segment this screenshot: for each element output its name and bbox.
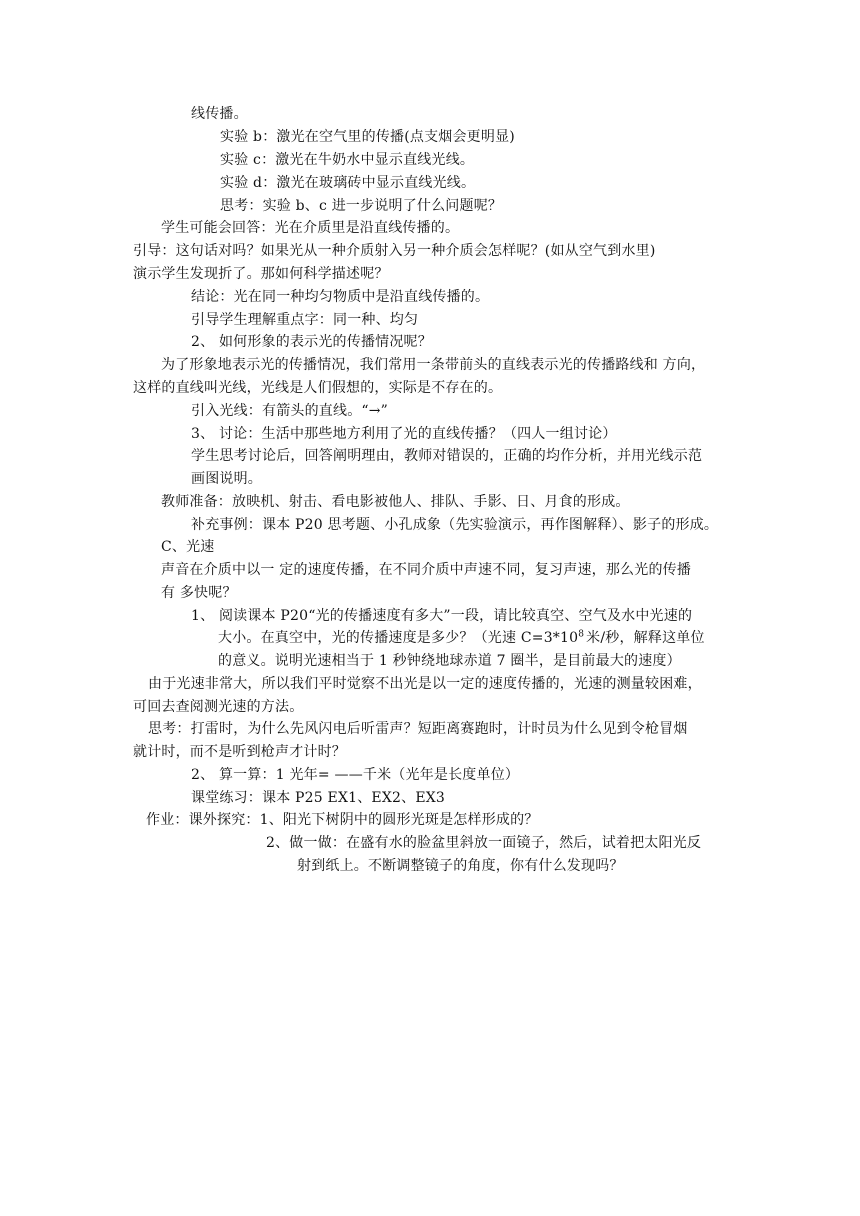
text-line: 可回去查阅测光速的方法。 — [133, 699, 304, 715]
text-line: 的意义。说明光速相当于 1 秒钟绕地球赤道 7 圈半，是目前最大的速度） — [218, 653, 681, 669]
text-line: 声音在介质中以一 定的速度传播，在不同介质中声速不同，复习声速，那么光的传播 — [161, 562, 692, 578]
text-line: 2、 如何形象的表示光的传播情况呢？ — [191, 334, 432, 350]
text-line: 2、做一做：在盛有水的脸盆里斜放一面镜子，然后，试着把太阳光反 — [266, 835, 702, 851]
text-line: 补充事例：课本 P20 思考题、小孔成象（先实验演示，再作图解释）、影子的形成。 — [191, 517, 719, 533]
text-segment: 大小。在真空中，光的传播速度是多少？（光速 C=3*10 — [218, 630, 579, 646]
text-line: 有 多快呢？ — [161, 585, 237, 601]
text-line: 课堂练习：课本 P25 EX1、EX2、EX3 — [191, 790, 446, 806]
text-line — [218, 628, 705, 648]
section-heading: C、光速 — [161, 539, 215, 555]
text-line: 作业：课外探究：1、阳光下树阴中的圆形光斑是怎样形成的？ — [146, 812, 539, 828]
text-line: 引导：这句话对吗？如果光从一种介质射入另一种介质会怎样呢？(如从空气到水里) — [133, 243, 656, 259]
text-line: 2、 算一算：1 光年= ——千米（光年是长度单位） — [191, 767, 520, 783]
text-line: 结论：光在同一种均匀物质中是沿直线传播的。 — [191, 289, 490, 305]
text-line: 线传播。 — [191, 106, 248, 122]
text-line: 学生可能会回答：光在介质里是沿直线传播的。 — [161, 220, 460, 236]
text-line: 就计时，而不是听到枪声才计时？ — [133, 744, 346, 760]
text-line: 思考：实验 b、c 进一步说明了什么问题呢？ — [220, 198, 503, 214]
text-line: 画图说明。 — [191, 471, 262, 487]
text-line: 引入光线：有箭头的直线。“→” — [191, 403, 389, 419]
exponent: 8 — [578, 629, 585, 640]
text-line: 这样的直线叫光线，光线是人们假想的，实际是不存在的。 — [133, 380, 503, 396]
text-line: 教师准备：放映机、射击、看电影被他人、排队、手影、日、月食的形成。 — [161, 494, 630, 510]
text-segment: 米/秒，解释这单位 — [586, 630, 705, 646]
text-line: 思考：打雷时，为什么先风闪电后听雷声？短距离赛跑时，计时员为什么见到令枪冒烟 — [148, 721, 688, 737]
text-line: 为了形象地表示光的传播情况，我们常用一条带前头的直线表示光的传播路线和 方向， — [161, 357, 706, 373]
text-line: 1、 阅读课本 P20“光的传播速度有多大”一段，请比较真空、空气及水中光速的 — [191, 608, 693, 624]
text-line: 3、 讨论：生活中那些地方利用了光的直线传播？（四人一组讨论） — [191, 426, 617, 442]
text-line: 实验 c：激光在牛奶水中显示直线光线。 — [220, 152, 475, 168]
text-line: 实验 d：激光在玻璃砖中显示直线光线。 — [220, 175, 476, 191]
text-line: 实验 b：激光在空气里的传播(点支烟会更明显) — [220, 129, 515, 145]
text-line: 演示学生发现折了。那如何科学描述呢？ — [133, 266, 389, 282]
text-line: 由于光速非常大，所以我们平时觉察不出光是以一定的速度传播的，光速的测量较困难， — [148, 676, 702, 692]
text-line: 射到纸上。不断调整镜子的角度，你有什么发现吗？ — [297, 858, 624, 874]
text-line: 学生思考讨论后，回答阐明理由，教师对错误的，正确的均作分析，并用光线示范 — [191, 448, 703, 464]
text-line: 引导学生理解重点字：同一种、均匀 — [191, 312, 419, 328]
